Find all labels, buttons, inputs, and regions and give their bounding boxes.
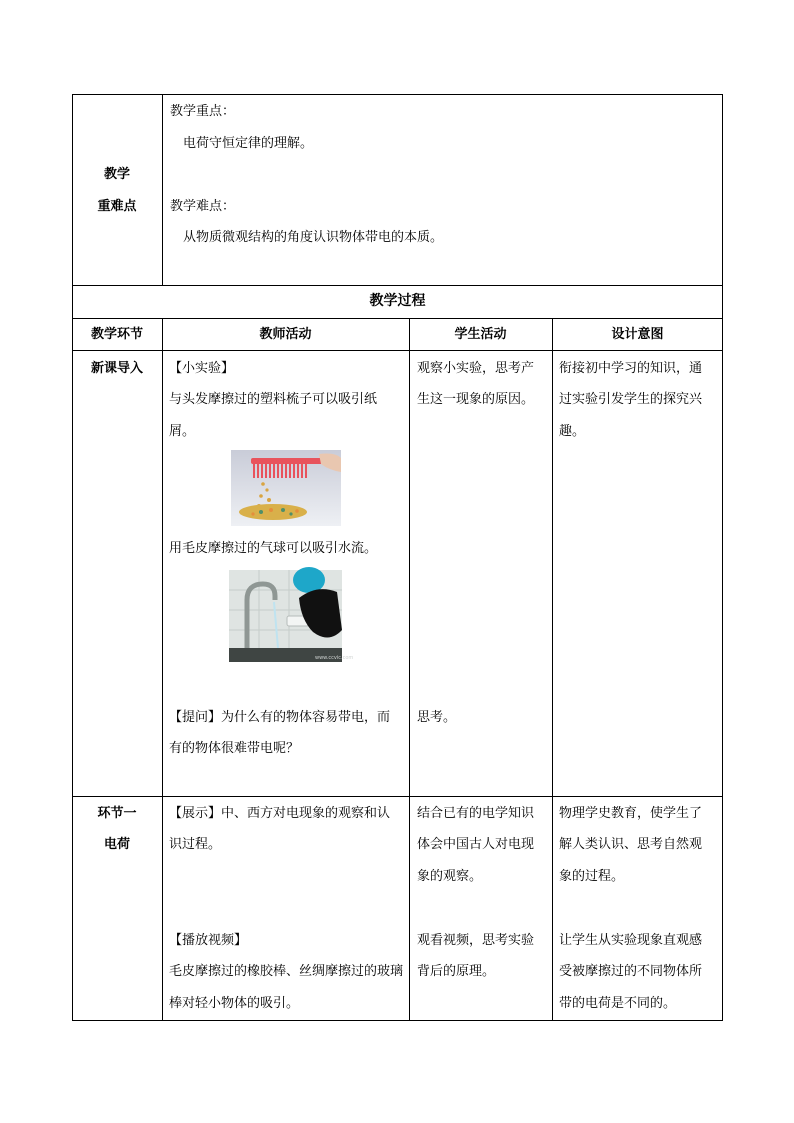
- show-line2: 识过程。: [169, 837, 222, 852]
- stage-charge-line1: 环节一: [97, 806, 137, 821]
- teacher-comb-line2: 屑。: [169, 424, 196, 439]
- design-charge-line1: 物理学史教育，使学生了: [559, 806, 703, 821]
- lesson-plan-table: [72, 94, 723, 1021]
- teacher-comb-line1: 与头发摩擦过的塑料梳子可以吸引纸: [169, 392, 378, 407]
- focus-label-line1: 教学: [103, 167, 130, 182]
- difficulty-title: 教学难点：: [170, 199, 236, 214]
- table-border-left: [72, 94, 73, 1021]
- header-student-activity: 学生活动: [454, 327, 507, 342]
- student-intro-line1: 观察小实验，思考产: [417, 361, 535, 376]
- header-design-intent: 设计意图: [611, 327, 664, 342]
- comb-image: [231, 450, 341, 526]
- student-intro-line2: 生这一现象的原因。: [417, 392, 535, 407]
- design-charge-line3: 象的过程。: [559, 869, 625, 884]
- question-line1: 为什么有的物体容易带电，而: [221, 710, 391, 725]
- design-charge-line2: 解人类认识、思考自然观: [559, 837, 703, 852]
- video-tag: 【播放视频】: [169, 933, 248, 948]
- header-teacher-activity: 教师活动: [259, 327, 312, 342]
- column-divider: [162, 318, 163, 1021]
- process-title: 教学过程: [369, 293, 426, 309]
- teacher-balloon-line: 用毛皮摩擦过的气球可以吸引水流。: [169, 541, 378, 556]
- video-line2: 棒对轻小物体的吸引。: [169, 996, 300, 1011]
- table-border-bottom: [72, 1020, 723, 1021]
- teacher-experiment-tag: 【小实验】: [169, 361, 235, 376]
- student-intro-line3: 思考。: [417, 710, 457, 725]
- key-point-title: 教学重点：: [170, 104, 236, 119]
- column-divider: [552, 318, 553, 1021]
- design-intro-line2: 过实验引发学生的探究兴: [559, 392, 703, 407]
- column-divider: [162, 94, 163, 285]
- design-intro-line3: 趣。: [559, 424, 586, 439]
- balloon-image: [229, 570, 354, 662]
- stage-charge-line2: 电荷: [103, 837, 130, 852]
- student-charge-line4: 观看视频，思考实验: [417, 933, 535, 948]
- focus-label-line2: 重难点: [97, 199, 137, 214]
- difficulty-text: 从物质微观结构的角度认识物体带电的本质。: [183, 230, 444, 245]
- video-line1: 毛皮摩擦过的橡胶棒、丝绸摩擦过的玻璃: [169, 964, 404, 979]
- show-tag: 【展示】: [169, 806, 222, 821]
- student-charge-line3: 象的观察。: [417, 869, 483, 884]
- question-tag: 【提问】: [169, 710, 222, 725]
- key-point-text: 电荷守恒定律的理解。: [183, 136, 314, 151]
- question-line2: 有的物体很难带电呢？: [169, 741, 300, 756]
- stage-intro: 新课导入: [90, 361, 143, 376]
- show-line1: 中、西方对电现象的观察和认: [221, 806, 391, 821]
- student-charge-line5: 背后的原理。: [417, 964, 496, 979]
- design-intro-line1: 衔接初中学习的知识，通: [559, 361, 703, 376]
- comb-paper-photo: [231, 450, 341, 526]
- design-charge-line4: 让学生从实验现象直观感: [559, 933, 703, 948]
- design-charge-line6: 带的电荷是不同的。: [559, 996, 677, 1011]
- row-divider: [72, 796, 723, 797]
- teacher-show: [169, 798, 390, 829]
- column-divider: [409, 318, 410, 1021]
- header-stage: 教学环节: [90, 327, 143, 342]
- row-divider: [72, 350, 723, 351]
- student-charge-line2: 体会中国古人对电现: [417, 837, 535, 852]
- teacher-question: [169, 702, 390, 733]
- student-charge-line1: 结合已有的电学知识: [417, 806, 535, 821]
- table-border-right: [722, 94, 723, 1021]
- design-charge-line5: 受被摩擦过的不同物体所: [559, 964, 703, 979]
- table-border-top: [72, 94, 723, 95]
- photo-watermark: www.ccvic.com: [315, 655, 354, 661]
- balloon-water-photo: [229, 570, 354, 662]
